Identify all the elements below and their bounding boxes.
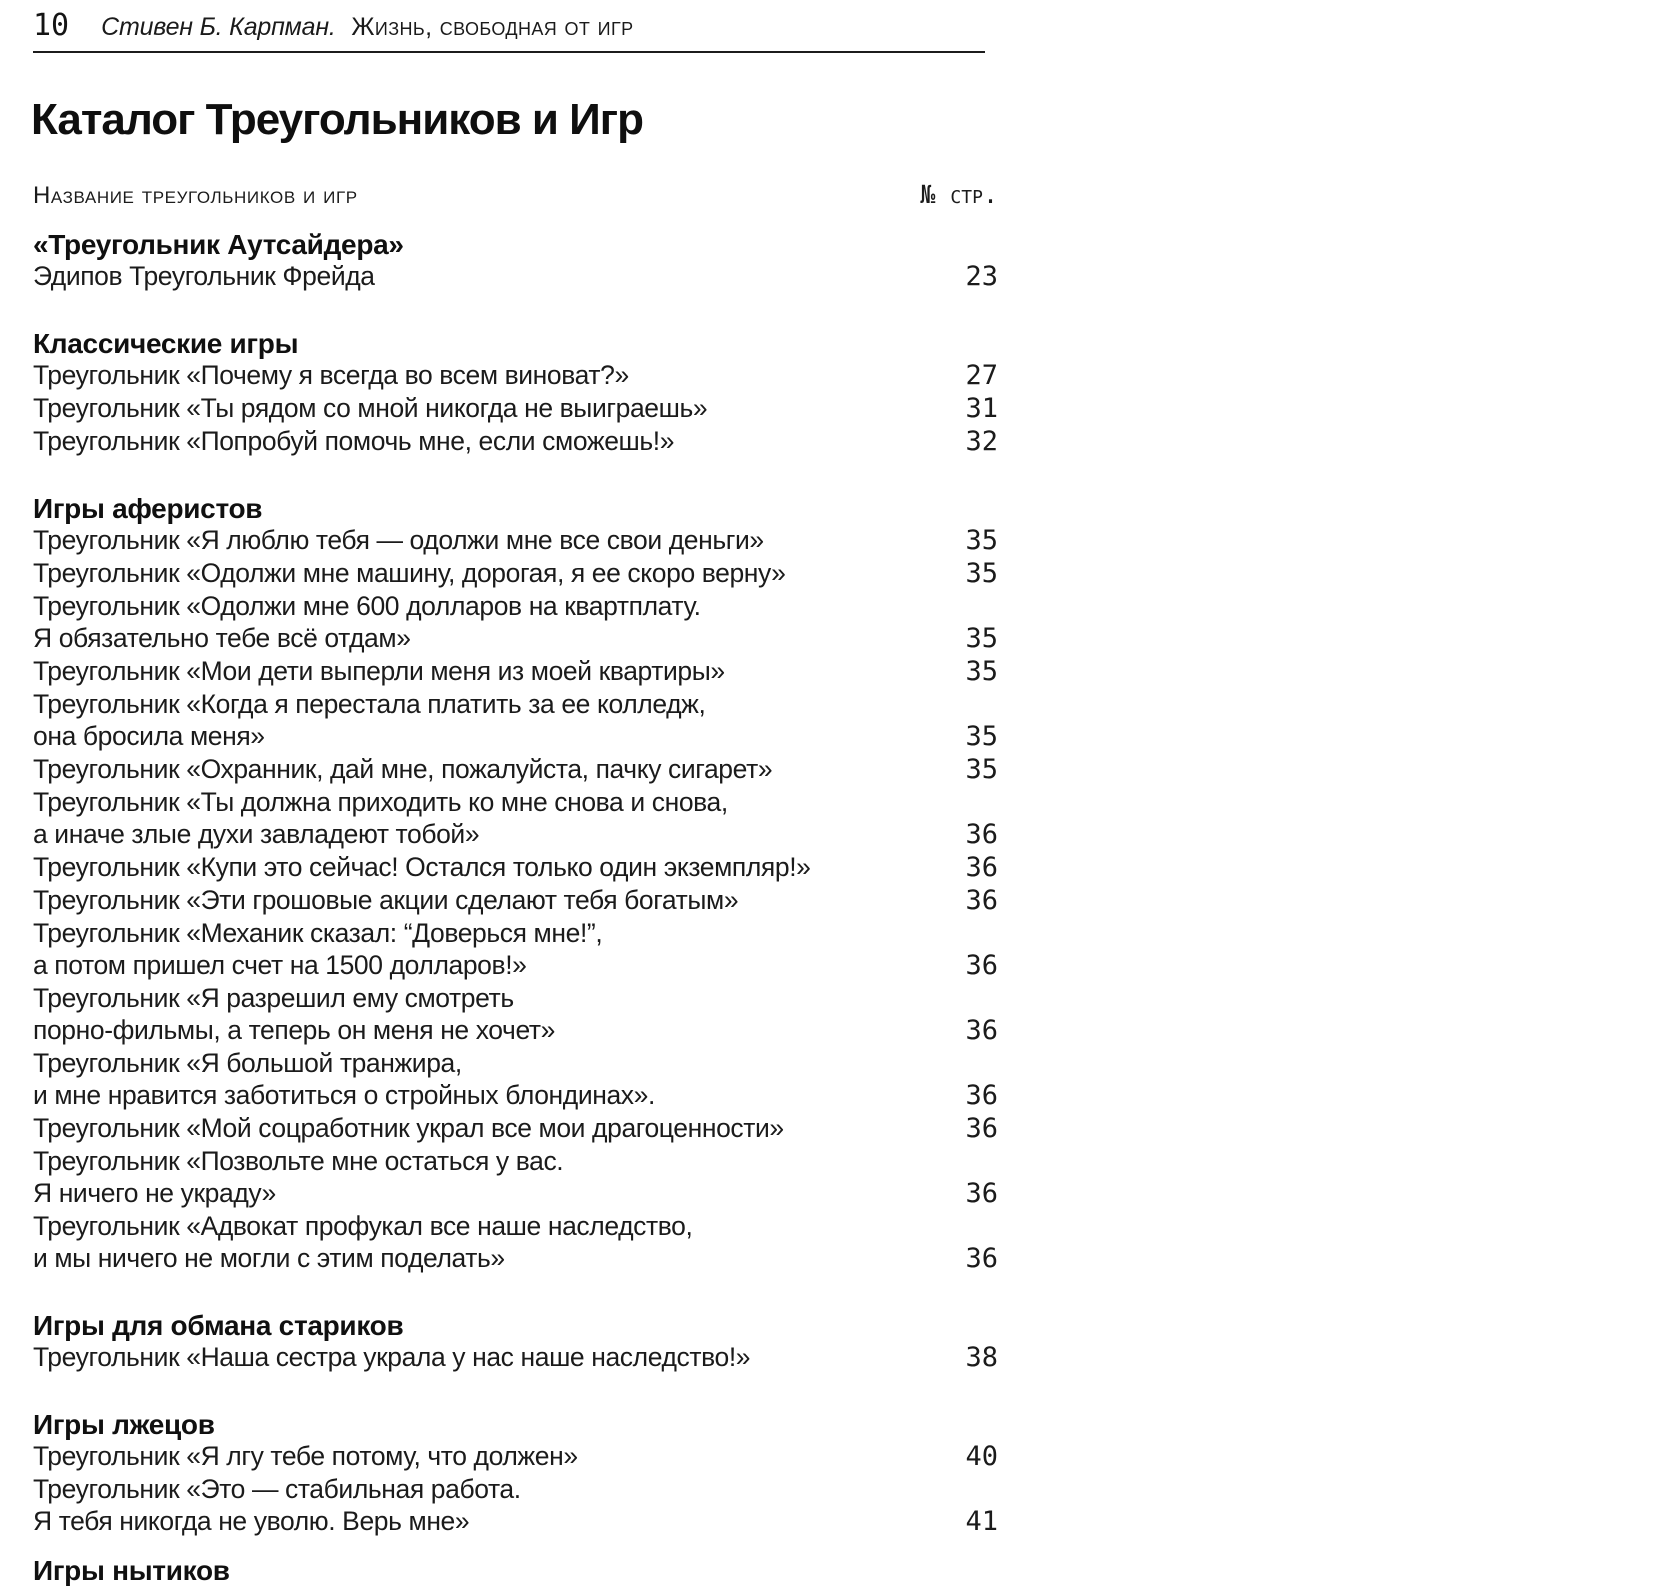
running-title <box>101 10 633 45</box>
entry-row <box>33 1505 998 1538</box>
entry-title: Треугольник «Ты рядом со мной никогда не выиграешь» <box>33 393 708 423</box>
toc-section <box>33 494 998 1275</box>
toc-section <box>33 1311 998 1374</box>
entry-row <box>33 786 998 818</box>
entry-row <box>33 688 998 720</box>
entry-page-number: 36 <box>965 819 998 850</box>
entry-page-number: 35 <box>965 558 998 589</box>
section-heading: «Треугольник Аутсайдера» <box>33 229 404 260</box>
entry-row <box>33 1014 998 1047</box>
entry-row <box>33 753 998 786</box>
entry-page-number: 35 <box>965 754 998 785</box>
entry-page-number: 35 <box>965 623 998 654</box>
running-header <box>33 8 998 45</box>
entry-title: Треугольник «Я лгу тебе потому, что должен» <box>33 1441 578 1471</box>
entry-page-number: 38 <box>965 1342 998 1373</box>
entry-row <box>33 982 998 1014</box>
entry-page-number: 35 <box>965 525 998 556</box>
entry-page-number: 32 <box>965 426 998 457</box>
entry-title: Треугольник «Ты должна приходить ко мне снова и снова, <box>33 787 728 817</box>
entry-row <box>33 884 998 917</box>
entry-row <box>33 1440 998 1473</box>
entry-row <box>33 260 998 293</box>
entry-title: Треугольник «Попробуй помочь мне, если сможешь!» <box>33 426 675 456</box>
entry-title: Треугольник «Когда я перестала платить за ее колледж, <box>33 689 706 719</box>
entry-title: Треугольник «Наша сестра украла у нас наше наследство!» <box>33 1342 751 1372</box>
entry-row <box>33 524 998 557</box>
entry-title: Я тебя никогда не уволю. Верь мне» <box>33 1506 470 1536</box>
entry-row <box>33 1145 998 1177</box>
column-header-page: № стр. <box>920 180 998 209</box>
book-title: Жизнь, свободная от игр <box>351 13 634 41</box>
entry-title: Треугольник «Охранник, дай мне, пожалуйста, пачку сигарет» <box>33 754 773 784</box>
entry-page-number: 35 <box>965 721 998 752</box>
entry-page-number: 36 <box>965 852 998 883</box>
entry-title: Треугольник «Адвокат профукал все наше наследство, <box>33 1211 693 1241</box>
entry-title: Треугольник «Я люблю тебя — одолжи мне все свои деньги» <box>33 525 764 555</box>
entry-title: а потом пришел счет на 1500 долларов!» <box>33 950 527 980</box>
column-headers <box>33 181 998 210</box>
entry-row <box>33 622 998 655</box>
entry-page-number: 35 <box>965 656 998 687</box>
entry-page-number: 36 <box>965 1113 998 1144</box>
entry-row <box>33 851 998 884</box>
entry-page-number: 36 <box>965 1243 998 1274</box>
entry-title: Треугольник «Мои дети выперли меня из моей квартиры» <box>33 656 725 686</box>
entry-title: Я ничего не украду» <box>33 1178 276 1208</box>
entry-row <box>33 1210 998 1242</box>
catalog-toc <box>33 230 998 1586</box>
entry-row <box>33 557 998 590</box>
header-divider <box>33 51 985 53</box>
entry-row <box>33 949 998 982</box>
entry-title: Треугольник «Я большой транжира, <box>33 1048 462 1078</box>
entry-title: Треугольник «Эти грошовые акции сделают тебя богатым» <box>33 885 739 915</box>
entry-title: Треугольник «Почему я всегда во всем виноват?» <box>33 360 629 390</box>
entry-title: она бросила меня» <box>33 721 265 751</box>
toc-section <box>33 1410 998 1538</box>
entry-title: Треугольник «Механик сказал: “Доверься мне!”, <box>33 918 603 948</box>
entry-page-number: 36 <box>965 1178 998 1209</box>
column-header-name: Название треугольников и игр <box>33 182 358 209</box>
section-heading: Игры аферистов <box>33 493 263 524</box>
entry-page-number: 23 <box>965 261 998 292</box>
page-title: Каталог Треугольников и Игр <box>31 95 643 144</box>
entry-row <box>33 1047 998 1079</box>
entry-title: а иначе злые духи завладеют тобой» <box>33 819 480 849</box>
entry-row <box>33 655 998 688</box>
entry-row <box>33 1341 998 1374</box>
entry-row <box>33 1112 998 1145</box>
toc-section <box>33 329 998 458</box>
section-heading: Игры для обмана стариков <box>33 1310 404 1341</box>
entry-title: Эдипов Треугольник Фрейда <box>33 261 375 291</box>
entry-page-number: 31 <box>965 393 998 424</box>
entry-row <box>33 818 998 851</box>
entry-row <box>33 1473 998 1505</box>
entry-page-number: 36 <box>965 1080 998 1111</box>
folio-page-number: 10 <box>33 8 70 43</box>
toc-section <box>33 230 998 293</box>
entry-title: и мне нравится заботиться о стройных блондинах». <box>33 1080 655 1110</box>
entry-title: Я обязательно тебе всё отдам» <box>33 623 411 653</box>
book-author: Стивен Б. Карпман. <box>101 13 336 41</box>
entry-row <box>33 425 998 458</box>
entry-page-number: 41 <box>965 1506 998 1537</box>
entry-row <box>33 917 998 949</box>
entry-row <box>33 1177 998 1210</box>
entry-row <box>33 1242 998 1275</box>
entry-title: и мы ничего не могли с этим поделать» <box>33 1243 505 1273</box>
toc-section <box>33 1556 998 1586</box>
entry-title: Треугольник «Я разрешил ему смотреть <box>33 983 514 1013</box>
entry-title: Треугольник «Одолжи мне 600 долларов на квартплату. <box>33 591 701 621</box>
entry-page-number: 36 <box>965 1015 998 1046</box>
entry-title: Треугольник «Позвольте мне остаться у вас. <box>33 1146 564 1176</box>
entry-row <box>33 590 998 622</box>
section-heading: Игры лжецов <box>33 1409 215 1440</box>
entry-title: Треугольник «Купи это сейчас! Остался только один экземпляр!» <box>33 852 811 882</box>
entry-title: порно-фильмы, а теперь он меня не хочет» <box>33 1015 555 1045</box>
entry-row <box>33 720 998 753</box>
entry-page-number: 40 <box>965 1441 998 1472</box>
entry-row <box>33 359 998 392</box>
entry-title: Треугольник «Это — стабильная работа. <box>33 1474 521 1504</box>
entry-page-number: 36 <box>965 885 998 916</box>
entry-page-number: 36 <box>965 950 998 981</box>
entry-row <box>33 392 998 425</box>
entry-row <box>33 1079 998 1112</box>
section-heading: Игры нытиков <box>33 1555 230 1586</box>
entry-title: Треугольник «Мой соцработник украл все мои драгоценности» <box>33 1113 784 1143</box>
entry-page-number: 27 <box>965 360 998 391</box>
section-heading: Классические игры <box>33 328 299 359</box>
entry-title: Треугольник «Одолжи мне машину, дорогая, я ее скоро верну» <box>33 558 786 588</box>
